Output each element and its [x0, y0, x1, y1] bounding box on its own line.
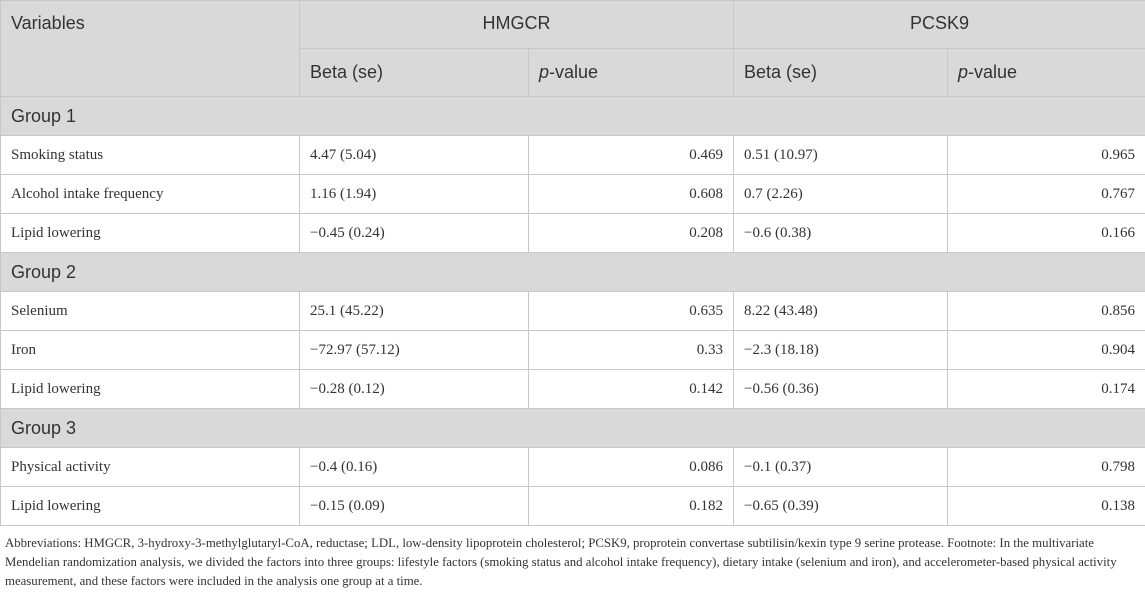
table-row [1, 331, 1145, 370]
pcsk9-p-cell: 0.856 [948, 292, 1145, 331]
pcsk9-beta-cell: −0.65 (0.39) [734, 487, 948, 526]
hmgcr-p-cell: 0.469 [529, 136, 734, 175]
pcsk9-beta-cell: −2.3 (18.18) [734, 331, 948, 370]
group-row [1, 253, 1145, 292]
pcsk9-beta-cell: −0.1 (0.37) [734, 448, 948, 487]
hmgcr-p-cell: 0.142 [529, 370, 734, 409]
variable-cell: Iron [1, 331, 300, 370]
hmgcr-p-cell: 0.086 [529, 448, 734, 487]
p-suffix: -value [968, 62, 1018, 82]
hmgcr-p-cell: 0.635 [529, 292, 734, 331]
pcsk9-beta-cell: 0.7 (2.26) [734, 175, 948, 214]
table-row [1, 448, 1145, 487]
table-footnote: Abbreviations: HMGCR, 3-hydroxy-3-methylglutaryl-CoA, reductase; LDL, low-density lipoprotein cholesterol; PCSK9, proprotein convertase subtilisin/kexin type 9 serine protease. Footnote: In the multivariate Mendelian randomization analysis, we divided the factors into three groups: lifestyle factors (smoking status and alcohol intake frequency), dietary intake (selenium and iron), and accelerometer-based physical activity measurement, and these factors were included in the analysis one group at a time. [5, 536, 1117, 588]
pcsk9-beta-cell: −0.56 (0.36) [734, 370, 948, 409]
pcsk9-p-cell: 0.166 [948, 214, 1145, 253]
pcsk9-p-cell: 0.965 [948, 136, 1145, 175]
hmgcr-beta-cell: −72.97 (57.12) [300, 331, 529, 370]
table-row [1, 136, 1145, 175]
variable-cell: Smoking status [1, 136, 300, 175]
pcsk9-beta-cell: −0.6 (0.38) [734, 214, 948, 253]
pcsk9-beta-header: Beta (se) [734, 49, 948, 97]
table-row [1, 175, 1145, 214]
hmgcr-beta-cell: −0.45 (0.24) [300, 214, 529, 253]
variable-cell: Lipid lowering [1, 214, 300, 253]
pcsk9-p-cell: 0.138 [948, 487, 1145, 526]
group-label: Group 1 [1, 97, 1145, 136]
pcsk9-p-cell: 0.798 [948, 448, 1145, 487]
hmgcr-p-cell: 0.182 [529, 487, 734, 526]
variable-cell: Selenium [1, 292, 300, 331]
variable-cell: Alcohol intake frequency [1, 175, 300, 214]
table-row [1, 487, 1145, 526]
group-label: Group 2 [1, 253, 1145, 292]
pcsk9-beta-cell: 0.51 (10.97) [734, 136, 948, 175]
hmgcr-beta-cell: 4.47 (5.04) [300, 136, 529, 175]
pcsk9-header: PCSK9 [734, 1, 1145, 49]
pcsk9-p-cell: 0.904 [948, 331, 1145, 370]
hmgcr-beta-cell: 1.16 (1.94) [300, 175, 529, 214]
pcsk9-p-header [948, 49, 1145, 97]
pcsk9-p-cell: 0.767 [948, 175, 1145, 214]
hmgcr-beta-cell: −0.28 (0.12) [300, 370, 529, 409]
pcsk9-p-cell: 0.174 [948, 370, 1145, 409]
hmgcr-p-cell: 0.208 [529, 214, 734, 253]
p-italic: p [539, 62, 550, 82]
hmgcr-header: HMGCR [300, 1, 734, 49]
hmgcr-p-header [529, 49, 734, 97]
group-row [1, 409, 1145, 448]
header-row-top [1, 1, 1145, 49]
variable-cell: Lipid lowering [1, 370, 300, 409]
hmgcr-beta-cell: −0.15 (0.09) [300, 487, 529, 526]
hmgcr-beta-cell: −0.4 (0.16) [300, 448, 529, 487]
hmgcr-beta-cell: 25.1 (45.22) [300, 292, 529, 331]
table-row [1, 370, 1145, 409]
variable-cell: Physical activity [1, 448, 300, 487]
table-row [1, 214, 1145, 253]
p-suffix: -value [549, 62, 599, 82]
hmgcr-beta-header: Beta (se) [300, 49, 529, 97]
variable-cell: Lipid lowering [1, 487, 300, 526]
group-label: Group 3 [1, 409, 1145, 448]
table-row [1, 292, 1145, 331]
pcsk9-beta-cell: 8.22 (43.48) [734, 292, 948, 331]
hmgcr-p-cell: 0.33 [529, 331, 734, 370]
hmgcr-p-cell: 0.608 [529, 175, 734, 214]
p-italic: p [958, 62, 969, 82]
group-row [1, 97, 1145, 136]
variables-header: Variables [1, 1, 300, 97]
